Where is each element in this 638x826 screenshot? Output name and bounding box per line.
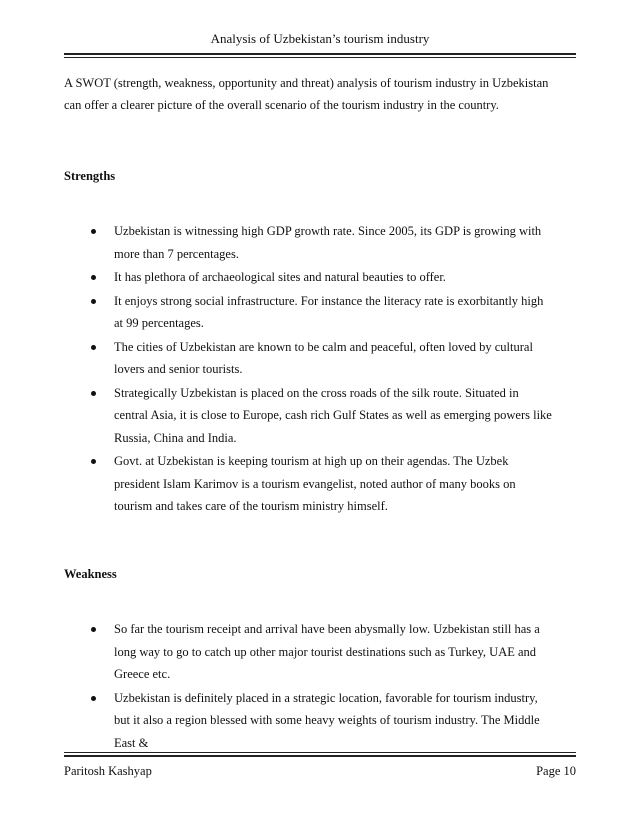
- list-item-text: It enjoys strong social infrastructure. For instance the literacy rate is exorbitantly high at 99 percentages.: [114, 293, 544, 330]
- header-rule: [64, 53, 576, 55]
- strengths-list: [90, 220, 552, 519]
- list-item: [90, 220, 552, 265]
- list-item: [90, 450, 552, 518]
- list-item: [90, 290, 552, 335]
- list-item: [90, 618, 552, 686]
- bullet-icon: [91, 275, 96, 280]
- list-item-text: Govt. at Uzbekistan is keeping tourism at high up on their agendas. The Uzbek president Islam Karimov is a tourism evangelist, noted author of many books on tourism and takes care of the tourism ministry himself.: [114, 454, 516, 513]
- list-item: [90, 266, 552, 289]
- list-item: [90, 336, 552, 381]
- strengths-heading: Strengths: [64, 169, 116, 183]
- footer-rule: [64, 752, 576, 753]
- bullet-icon: [91, 299, 96, 304]
- list-item-text: The cities of Uzbekistan are known to be calm and peaceful, often loved by cultural lovers and senior tourists.: [114, 339, 533, 376]
- list-item-text: Uzbekistan is witnessing high GDP growth rate. Since 2005, its GDP is growing with more than 7 percentages.: [114, 224, 542, 261]
- footer-author: Paritosh Kashyap: [64, 764, 152, 778]
- list-item: [90, 382, 552, 450]
- header-rule-secondary: [64, 57, 576, 58]
- list-item-text: Uzbekistan is definitely placed in a strategic location, favorable for tourism industry, but it also a region blessed with some heavy weights of tourism industry. The Middle East &: [114, 690, 540, 750]
- bullet-icon: [91, 229, 96, 234]
- list-item-text: It has plethora of archaeological sites and natural beauties to offer.: [114, 270, 446, 284]
- intro-paragraph: A SWOT (strength, weakness, opportunity and threat) analysis of tourism industry in Uzbekistan can offer a clearer picture of the overall scenario of the tourism industry in the country.: [64, 76, 549, 112]
- bullet-icon: [91, 696, 96, 701]
- weakness-list: [90, 618, 552, 755]
- footer-rule-secondary: [64, 755, 576, 757]
- footer-page-number: Page 10: [536, 764, 576, 778]
- bullet-icon: [91, 345, 96, 350]
- bullet-icon: [91, 627, 96, 632]
- list-item-text: Strategically Uzbekistan is placed on the cross roads of the silk route. Situated in central Asia, it is close to Europe, cash rich Gulf States as well as emerging powers like Russia, China and India.: [114, 385, 552, 445]
- list-item: [90, 687, 552, 755]
- bullet-icon: [91, 459, 96, 464]
- list-item-text: So far the tourism receipt and arrival have been abysmally low. Uzbekistan still has a long way to go to catch up other major tourist destinations such as Turkey, UAE and Greece etc.: [114, 622, 540, 681]
- page-header-title: Analysis of Uzbekistan’s tourism industry: [210, 31, 430, 46]
- weakness-heading: Weakness: [64, 567, 117, 581]
- bullet-icon: [91, 391, 96, 396]
